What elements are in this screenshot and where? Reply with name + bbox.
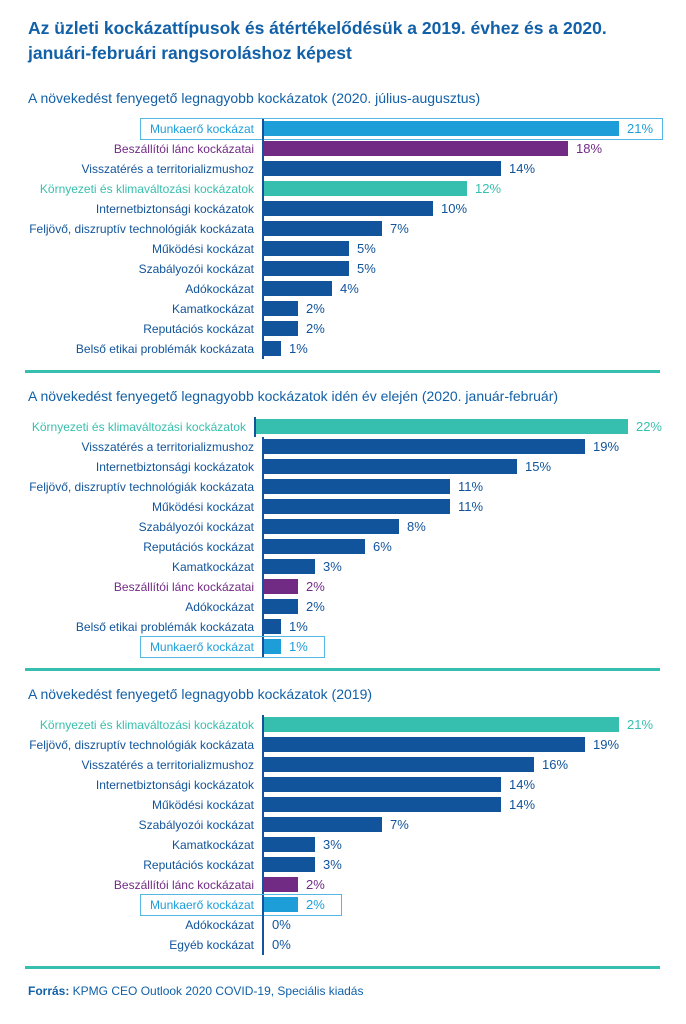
chart-section-2020-jan-feb (28, 388, 662, 657)
bar-value: 3% (323, 857, 342, 873)
chart-row (28, 617, 662, 637)
bar-value: 2% (306, 877, 325, 893)
bar-label: Internetbiztonsági kockázatok (95, 459, 254, 474)
bar-label: Reputációs kockázat (143, 321, 254, 336)
bar-area (262, 457, 662, 477)
bar (264, 301, 298, 316)
bar-value: 2% (306, 321, 325, 337)
bar-area (262, 755, 662, 775)
chart-row (28, 279, 662, 299)
chart-row (28, 219, 662, 239)
chart-subtitle-1: A növekedést fenyegető legnagyobb kockázatok (2020. július-augusztus) (28, 89, 481, 106)
bar-value: 2% (306, 599, 325, 615)
bar-label: Feljövő, diszruptív technológiák kockázata (29, 221, 254, 236)
bar (264, 261, 349, 276)
bar-label: Beszállítói lánc kockázatai (113, 141, 254, 156)
bar-value: 4% (340, 281, 359, 297)
bar (264, 161, 501, 176)
bar-area (262, 259, 662, 279)
bar-label: Környezeti és klimaváltozási kockázatok (31, 419, 246, 434)
bar-area (262, 219, 662, 239)
chart-row (28, 259, 662, 279)
chart-row (28, 577, 662, 597)
bar-area (262, 517, 662, 537)
bar (264, 857, 315, 872)
bar-value: 3% (323, 559, 342, 575)
bar-area (262, 537, 662, 557)
bar-area (262, 339, 662, 359)
bar (264, 599, 298, 614)
bar (264, 797, 501, 812)
bar-area (254, 417, 662, 437)
bar (264, 479, 450, 494)
chart-row (28, 597, 662, 617)
bar-area (262, 119, 662, 139)
source-note (28, 984, 662, 998)
bar-value: 21% (627, 717, 654, 733)
chart-row (28, 875, 662, 895)
bar-area (262, 437, 662, 457)
bar-label: Munkaerő kockázat (149, 121, 254, 136)
bar-label: Internetbiztonsági kockázatok (95, 201, 254, 216)
bar-value: 19% (593, 439, 620, 455)
bar (256, 419, 628, 434)
chart-section-2020-jul-aug (28, 90, 662, 359)
bar (264, 321, 298, 336)
bar (264, 439, 585, 454)
chart-row (28, 775, 662, 795)
bar-label: Adókockázat (185, 599, 254, 614)
bar-chart-2020-jul-aug (28, 119, 662, 359)
chart-row (28, 119, 662, 139)
source-text: KPMG CEO Outlook 2020 COVID-19, Speciális kiadás (69, 983, 364, 998)
bar-label: Adókockázat (185, 917, 254, 932)
bar-area (262, 597, 662, 617)
bar-area (262, 915, 662, 935)
bar-area (262, 935, 662, 955)
chart-row (28, 199, 662, 219)
chart-row (28, 517, 662, 537)
bar-value: 5% (357, 241, 376, 257)
bar-label: Környezeti és klimaváltozási kockázatok (39, 717, 254, 732)
bar-area (262, 815, 662, 835)
section-divider-3 (25, 966, 660, 969)
bar-chart-2019 (28, 715, 662, 955)
bar-area (262, 795, 662, 815)
bar (264, 499, 450, 514)
bar-chart-2020-jan-feb (28, 417, 662, 657)
chart-row (28, 159, 662, 179)
bar (264, 459, 517, 474)
section-divider-2 (25, 668, 660, 671)
chart-subtitle-3: A növekedést fenyegető legnagyobb kockázatok (2019) (28, 685, 373, 702)
bar-label: Reputációs kockázat (143, 857, 254, 872)
bar-label: Reputációs kockázat (143, 539, 254, 554)
bar (264, 717, 619, 732)
section-divider-1 (25, 370, 660, 373)
chart-row (28, 715, 662, 735)
source-label: Forrás: (28, 983, 70, 998)
bar-value: 11% (458, 499, 484, 515)
bar-value: 5% (357, 261, 376, 277)
bar-label: Szabályozói kockázat (138, 261, 254, 276)
bar-value: 15% (525, 459, 552, 475)
bar (264, 777, 501, 792)
chart-row (28, 735, 662, 755)
bar (264, 281, 332, 296)
chart-row (28, 895, 662, 915)
bar (264, 201, 433, 216)
bar-label: Kamatkockázat (171, 837, 254, 852)
bar (264, 121, 619, 136)
chart-row (28, 179, 662, 199)
bar (264, 737, 585, 752)
bar-value: 2% (306, 579, 325, 595)
chart-row (28, 637, 662, 657)
bar-label: Internetbiztonsági kockázatok (95, 777, 254, 792)
bar-area (262, 617, 662, 637)
bar (264, 539, 365, 554)
bar-area (262, 279, 662, 299)
chart-row (28, 557, 662, 577)
bar-area (262, 735, 662, 755)
bar-value: 0% (272, 937, 291, 953)
bar-value: 8% (407, 519, 426, 535)
bar-area (262, 179, 662, 199)
bar-label: Feljövő, diszruptív technológiák kockázata (29, 737, 254, 752)
bar-area (262, 895, 662, 915)
chart-subtitle-2: A növekedést fenyegető legnagyobb kockázatok idén év elején (2020. január-február) (28, 387, 559, 404)
bar-value: 16% (542, 757, 569, 773)
bar (264, 877, 298, 892)
bar-label: Beszállítói lánc kockázatai (113, 579, 254, 594)
bar-value: 1% (289, 639, 308, 655)
chart-row (28, 477, 662, 497)
bar-label: Belső etikai problémák kockázata (75, 619, 254, 634)
bar-label: Munkaerő kockázat (149, 897, 254, 912)
chart-row (28, 935, 662, 955)
bar (264, 141, 568, 156)
bar-label: Működési kockázat (151, 797, 254, 812)
bar-label: Munkaerő kockázat (149, 639, 254, 654)
bar-label: Kamatkockázat (171, 559, 254, 574)
bar-value: 0% (272, 917, 291, 933)
bar-area (262, 875, 662, 895)
chart-row (28, 437, 662, 457)
bar-value: 3% (323, 837, 342, 853)
bar-value: 11% (458, 479, 484, 495)
chart-section-2019 (28, 686, 662, 955)
bar-area (262, 319, 662, 339)
chart-row (28, 457, 662, 477)
bar-area (262, 139, 662, 159)
bar-value: 10% (441, 201, 468, 217)
chart-row (28, 299, 662, 319)
bar-label: Kamatkockázat (171, 301, 254, 316)
bar-value: 18% (576, 141, 603, 157)
bar-label: Feljövő, diszruptív technológiák kockázata (29, 479, 254, 494)
bar-area (262, 239, 662, 259)
bar (264, 241, 349, 256)
bar-area (262, 715, 662, 735)
chart-row (28, 319, 662, 339)
bar (264, 579, 298, 594)
bar-label: Működési kockázat (151, 499, 254, 514)
chart-row (28, 339, 662, 359)
bar-value: 7% (390, 221, 409, 237)
bar-label: Visszatérés a territorializmushoz (81, 757, 254, 772)
bar-value: 1% (289, 341, 308, 357)
bar (264, 519, 399, 534)
chart-row (28, 417, 662, 437)
bar-value: 6% (373, 539, 392, 555)
bar (264, 221, 382, 236)
bar-area (262, 199, 662, 219)
bar-value: 14% (509, 797, 536, 813)
bar-label: Szabályozói kockázat (138, 519, 254, 534)
chart-row (28, 855, 662, 875)
bar-area (262, 159, 662, 179)
bar (264, 837, 315, 852)
bar-label: Szabályozói kockázat (138, 817, 254, 832)
bar-label: Adókockázat (185, 281, 254, 296)
bar-value: 14% (509, 161, 536, 177)
bar-value: 7% (390, 817, 409, 833)
bar-value: 1% (289, 619, 308, 635)
chart-row (28, 755, 662, 775)
bar (264, 639, 281, 654)
bar-label: Beszállítói lánc kockázatai (113, 877, 254, 892)
bar-area (262, 477, 662, 497)
bar (264, 817, 382, 832)
chart-row (28, 239, 662, 259)
bar-area (262, 855, 662, 875)
bar (264, 341, 281, 356)
chart-row (28, 139, 662, 159)
bar (264, 757, 534, 772)
bar (264, 181, 467, 196)
bar-label: Belső etikai problémák kockázata (75, 341, 254, 356)
bar-area (262, 637, 662, 657)
bar-value: 19% (593, 737, 620, 753)
bar-label: Működési kockázat (151, 241, 254, 256)
bar-value: 2% (306, 301, 325, 317)
bar-value: 22% (635, 419, 662, 435)
bar-area (262, 835, 662, 855)
chart-row (28, 537, 662, 557)
bar-area (262, 497, 662, 517)
bar-value: 21% (627, 121, 654, 137)
bar-label: Környezeti és klimaváltozási kockázatok (39, 181, 254, 196)
bar-value: 14% (509, 777, 536, 793)
bar-label: Visszatérés a territorializmushoz (81, 161, 254, 176)
bar-area (262, 775, 662, 795)
bar (264, 619, 281, 634)
bar-label: Visszatérés a territorializmushoz (81, 439, 254, 454)
chart-row (28, 835, 662, 855)
chart-row (28, 915, 662, 935)
bar-value: 12% (475, 181, 502, 197)
bar-area (262, 557, 662, 577)
bar-area (262, 577, 662, 597)
chart-row (28, 795, 662, 815)
chart-row (28, 815, 662, 835)
bar (264, 897, 298, 912)
bar (264, 559, 315, 574)
chart-row (28, 497, 662, 517)
bar-value: 2% (306, 897, 325, 913)
bar-area (262, 299, 662, 319)
page-title: Az üzleti kockázattípusok és átértékelődésük a 2019. évhez és a 2020. januári-februári rangsoroláshoz képest (28, 18, 607, 63)
bar-label: Egyéb kockázat (169, 937, 254, 952)
